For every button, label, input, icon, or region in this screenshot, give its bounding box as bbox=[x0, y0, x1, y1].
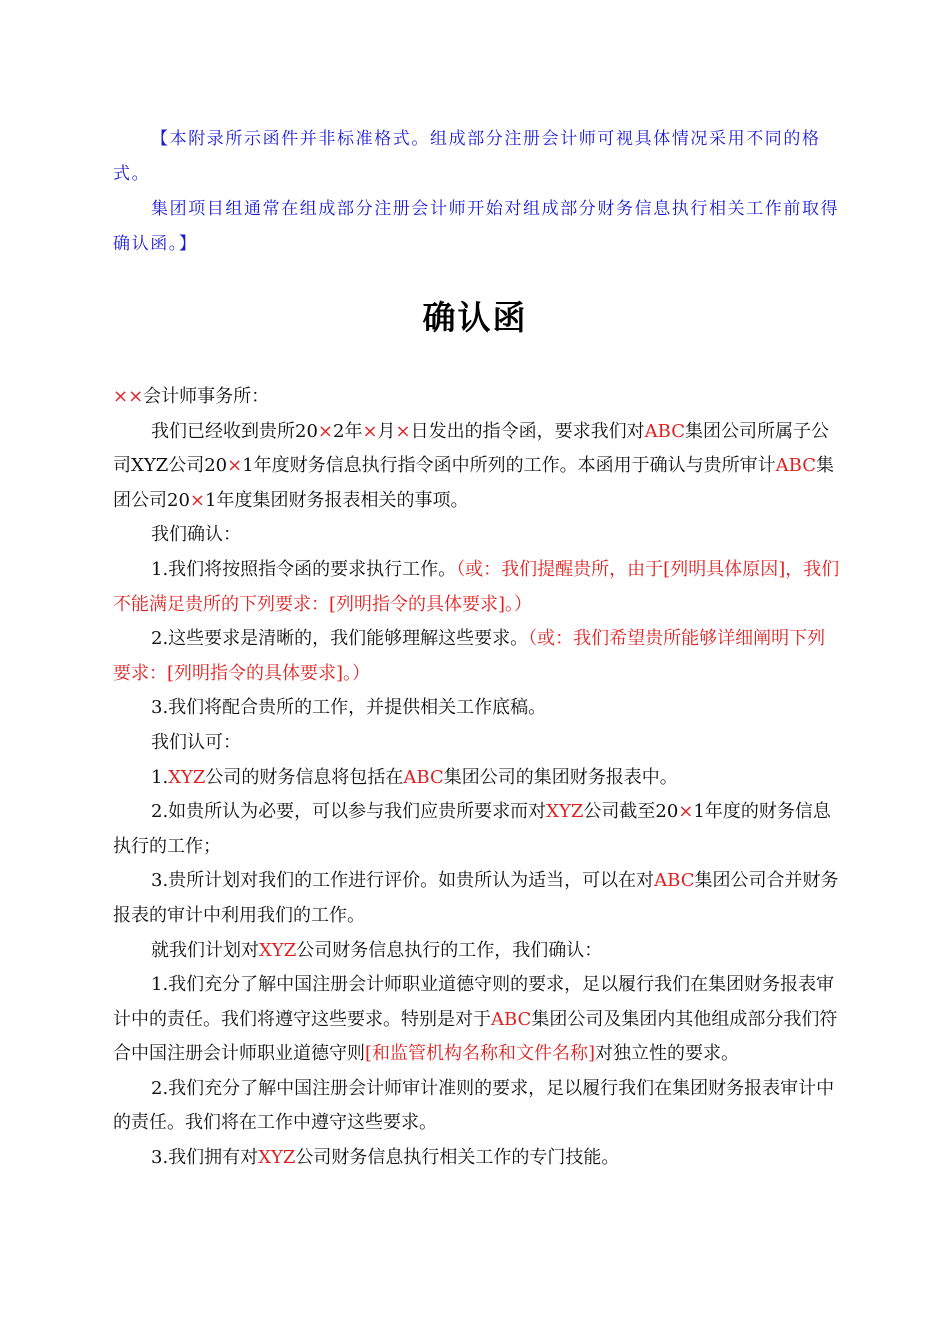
plan-heading: 就我们计划对XYZ公司财务信息执行的工作，我们确认： bbox=[151, 939, 603, 961]
confirm-item-2: 2.这些要求是清晰的，我们能够理解这些要求。（或：我们希望贵所能够详细阐明下列要求：[列明指令的具体要求]。） bbox=[113, 628, 826, 684]
note-line-2: 集团项目组通常在组成部分注册会计师开始对组成部分财务信息执行相关工作前取得确认函。】 bbox=[113, 199, 840, 254]
work-item-2: 2.我们充分了解中国注册会计师审计准则的要求，足以履行我们在集团财务报表审计中的责任。我们将在工作中遵守这些要求。 bbox=[113, 1077, 835, 1134]
confirm-heading: 我们确认： bbox=[151, 524, 241, 546]
note-line-1: 【本附录所示函件并非标准格式。组成部分注册会计师可视具体情况采用不同的格式。 bbox=[113, 129, 821, 184]
work-item-3: 3.我们拥有对XYZ公司财务信息执行相关工作的专门技能。 bbox=[151, 1147, 620, 1169]
appendix-note bbox=[113, 122, 843, 262]
ack-item-2: 2.如贵所认为必要，可以参与我们应贵所要求而对XYZ公司截至20×1年度的财务信息执行的工作； bbox=[113, 801, 831, 857]
ack-item-1: 1.XYZ公司的财务信息将包括在ABC集团公司的集团财务报表中。 bbox=[151, 766, 678, 788]
confirm-item-3: 3.我们将配合贵所的工作，并提供相关工作底稿。 bbox=[151, 697, 547, 719]
paragraph-intro: 我们已经收到贵所20×2年×月×日发出的指令函，要求我们对ABC集团公司所属子公司XYZ公司20×1年度财务信息执行指令函中所列的工作。本函用于确认与贵所审计ABC集团公司20×1年度集团财务报表相关的事项。 bbox=[113, 420, 834, 511]
confirm-item-1: 1.我们将按照指令函的要求执行工作。（或：我们提醒贵所，由于[列明具体原因]，我们不能满足贵所的下列要求：[列明指令的具体要求]。） bbox=[113, 558, 840, 615]
ack-item-3: 3.贵所计划对我们的工作进行评价。如贵所认为适当，可以在对ABC集团公司合并财务报表的审计中利用我们的工作。 bbox=[113, 870, 839, 926]
ack-heading: 我们认可： bbox=[151, 731, 241, 753]
page-title: 确认函 bbox=[422, 298, 528, 337]
letter-body bbox=[113, 380, 843, 1176]
salutation: ××会计师事务所： bbox=[113, 386, 270, 407]
work-item-1: 1.我们充分了解中国注册会计师职业道德守则的要求，足以履行我们在集团财务报表审计中的责任。我们将遵守这些要求。特别是对于ABC集团公司及集团内其他组成部分我们符合中国注册会计师职业道德守则[和监管机构名称和文件名称]对独立性的要求。 bbox=[113, 974, 838, 1065]
